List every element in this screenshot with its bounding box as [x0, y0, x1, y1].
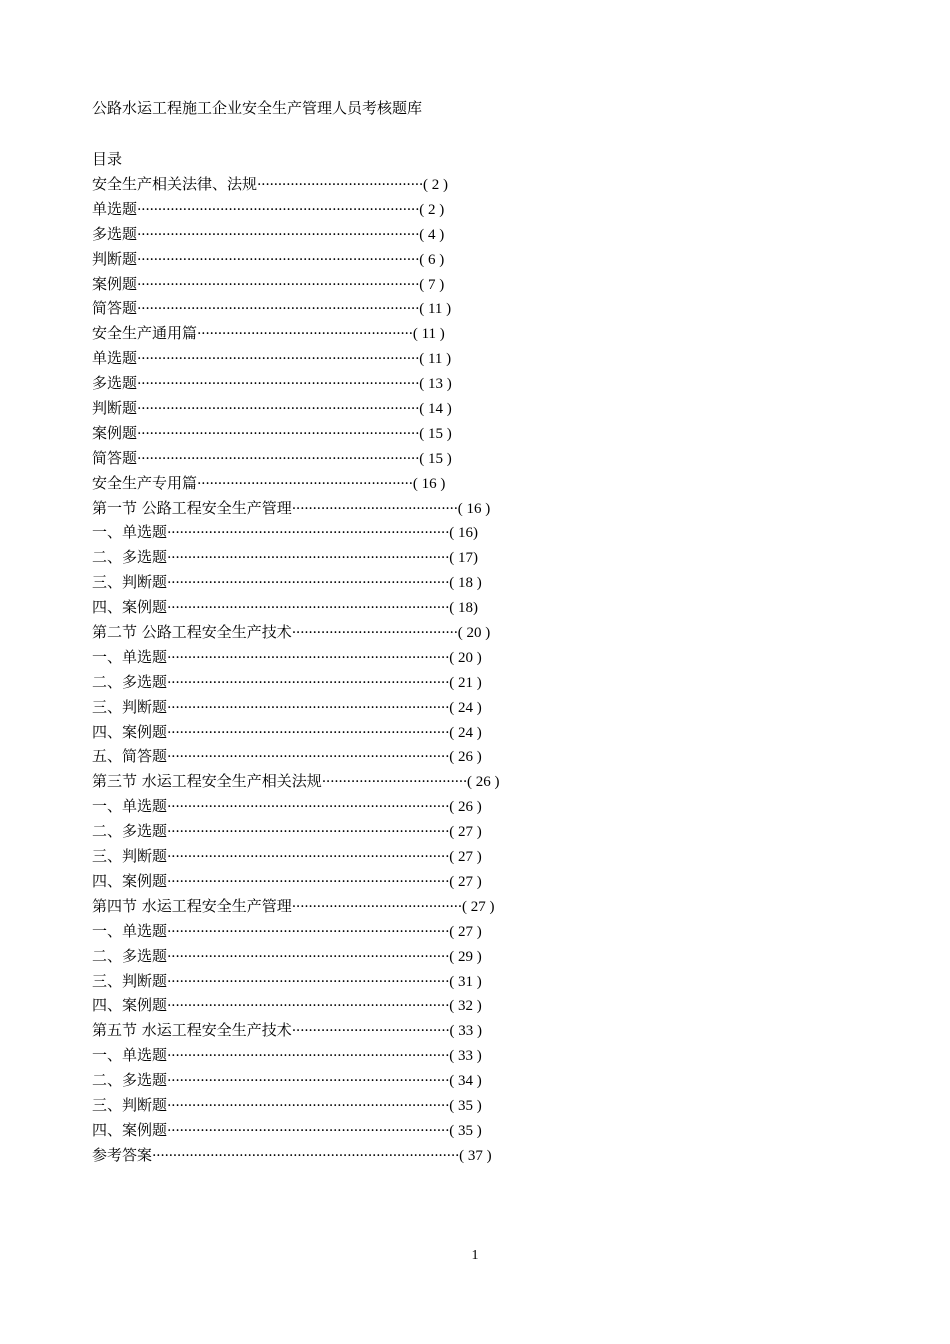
toc-entry-page: ( 15 ) — [419, 450, 452, 467]
toc-entry-label: 一、单选题 — [92, 647, 168, 666]
toc-entry-page: ( 16 ) — [457, 500, 491, 517]
toc-entry-page: ( 16 ) — [412, 475, 446, 492]
toc-leader-dots: ········································ — [291, 625, 458, 642]
toc-entry[interactable] — [92, 198, 500, 223]
toc-leader-dots: ···································································· — [167, 998, 450, 1015]
toc-leader-dots: ···································································· — [137, 425, 420, 442]
toc-entry-page: ( 27 ) — [461, 898, 495, 915]
toc-entry-page: ( 11 ) — [419, 301, 452, 318]
toc-entry-label: 三、判断题 — [92, 697, 168, 716]
toc-entry[interactable] — [92, 1144, 500, 1169]
toc-entry[interactable] — [92, 372, 500, 397]
toc-entry-label: 四、案例题 — [92, 871, 168, 890]
toc-entry[interactable] — [92, 994, 500, 1019]
toc-entry-label: 二、多选题 — [92, 1071, 168, 1090]
toc-leader-dots: ···································································· — [137, 401, 420, 418]
toc-entry[interactable] — [92, 1069, 500, 1094]
toc-entry-page: ( 35 ) — [449, 1122, 482, 1139]
toc-leader-dots: ···································································· — [167, 973, 450, 990]
toc-entry-page: ( 7 ) — [419, 276, 445, 293]
toc-leader-dots: ···································································· — [167, 575, 450, 592]
toc-entry[interactable] — [92, 596, 500, 621]
toc-entry-label: 二、多选题 — [92, 672, 168, 691]
toc-entry[interactable] — [92, 1119, 500, 1144]
toc-leader-dots: ···································································· — [167, 649, 450, 666]
toc-leader-dots: ········································ — [291, 500, 458, 517]
toc-leader-dots: ···································································· — [167, 749, 450, 766]
toc-entry[interactable] — [92, 1044, 500, 1069]
toc-entry-page: ( 13 ) — [419, 376, 452, 393]
toc-entry-label: 二、多选题 — [92, 548, 168, 567]
toc-leader-dots: ·········································································· — [152, 1147, 460, 1164]
toc-entry-label: 第三节 水运工程安全生产相关法规 — [92, 772, 322, 791]
toc-leader-dots: ···································································· — [167, 948, 450, 965]
toc-entry[interactable] — [92, 696, 500, 721]
toc-entry-page: ( 18 ) — [449, 575, 482, 592]
toc-entry-label: 参考答案 — [92, 1145, 153, 1164]
toc-entry-label: 第二节 公路工程安全生产技术 — [92, 623, 292, 642]
toc-entry-label: 案例题 — [92, 423, 138, 442]
toc-entry-page: ( 11 ) — [419, 351, 452, 368]
toc-entry[interactable] — [92, 1019, 500, 1044]
toc-entry[interactable] — [92, 546, 500, 571]
toc-entry-page: ( 34 ) — [449, 1073, 482, 1090]
toc-entry-label: 四、案例题 — [92, 598, 168, 617]
toc-entry[interactable] — [92, 223, 500, 248]
toc-entry-page: ( 33 ) — [449, 1023, 482, 1040]
toc-leader-dots: ···································································· — [167, 849, 450, 866]
toc-leader-dots: ···································································· — [167, 923, 450, 940]
toc-leader-dots: ···································································· — [167, 799, 450, 816]
toc-leader-dots: ···································································· — [167, 699, 450, 716]
toc-entry-page: ( 32 ) — [449, 998, 482, 1015]
toc-entry-page: ( 26 ) — [449, 749, 482, 766]
toc-heading: 目录 — [92, 150, 123, 168]
toc-entry[interactable] — [92, 795, 500, 820]
toc-entry-page: ( 26 ) — [467, 774, 500, 791]
toc-entry-page: ( 4 ) — [419, 226, 445, 243]
toc-entry-label: 三、判断题 — [92, 847, 168, 866]
toc-leader-dots: ···································································· — [167, 1122, 450, 1139]
toc-entry[interactable] — [92, 671, 500, 696]
toc-leader-dots: ···································································· — [167, 1073, 450, 1090]
toc-leader-dots: ···················································· — [197, 326, 413, 343]
toc-entry-label: 三、判断题 — [92, 1095, 168, 1114]
toc-leader-dots: ···································································· — [137, 226, 420, 243]
toc-entry-page: ( 33 ) — [449, 1048, 482, 1065]
toc-entry-label: 二、多选题 — [92, 946, 168, 965]
toc-entry[interactable] — [92, 621, 500, 646]
toc-entry-page: ( 2 ) — [423, 177, 449, 193]
toc-leader-dots: ··································· — [321, 774, 468, 791]
toc-entry-page: ( 14 ) — [419, 401, 452, 418]
toc-entry[interactable] — [92, 895, 500, 920]
toc-leader-dots: ········································ — [257, 177, 424, 193]
toc-entry[interactable] — [92, 745, 500, 770]
toc-entry[interactable] — [92, 646, 500, 671]
toc-leader-dots: ···································································· — [137, 301, 420, 318]
toc-entry-label: 安全生产通用篇 — [92, 324, 198, 343]
toc-entry-page: ( 35 ) — [449, 1097, 482, 1114]
toc-entry[interactable] — [92, 347, 500, 372]
toc-entry-label: 多选题 — [92, 374, 138, 393]
toc-entry[interactable] — [92, 721, 500, 746]
table-of-contents — [92, 173, 500, 1169]
toc-entry-label: 二、多选题 — [92, 822, 168, 841]
toc-leader-dots: ···································································· — [137, 276, 420, 293]
toc-entry-label: 一、单选题 — [92, 797, 168, 816]
toc-leader-dots: ···································································· — [167, 1097, 450, 1114]
toc-entry[interactable] — [92, 472, 500, 497]
toc-leader-dots: ···································································· — [167, 525, 450, 542]
toc-entry-page: ( 20 ) — [457, 625, 491, 642]
toc-entry[interactable] — [92, 422, 500, 447]
toc-entry-label: 案例题 — [92, 274, 138, 293]
toc-leader-dots: ···································································· — [167, 1048, 450, 1065]
toc-leader-dots: ···································································· — [137, 201, 420, 218]
toc-entry-page: ( 20 ) — [449, 649, 482, 666]
toc-entry-page: ( 37 ) — [459, 1147, 492, 1164]
toc-entry-page: ( 27 ) — [449, 849, 482, 866]
toc-leader-dots: ···································································· — [167, 600, 450, 617]
toc-leader-dots: ···································································· — [137, 251, 420, 268]
toc-entry[interactable] — [92, 770, 500, 795]
toc-leader-dots: ···································································· — [167, 724, 450, 741]
toc-entry-label: 三、判断题 — [92, 573, 168, 592]
toc-entry[interactable] — [92, 248, 500, 273]
toc-leader-dots: ···················································· — [197, 475, 413, 492]
toc-entry-label: 判断题 — [92, 249, 138, 268]
toc-entry-label: 第一节 公路工程安全生产管理 — [92, 498, 292, 517]
toc-entry[interactable] — [92, 945, 500, 970]
toc-entry-page: ( 31 ) — [449, 973, 482, 990]
toc-leader-dots: ···································································· — [137, 376, 420, 393]
toc-entry[interactable] — [92, 447, 500, 472]
toc-entry-page: ( 16) — [449, 525, 478, 542]
toc-entry[interactable] — [92, 173, 500, 198]
toc-entry-page: ( 26 ) — [449, 799, 482, 816]
toc-entry[interactable] — [92, 322, 500, 347]
toc-entry-label: 四、案例题 — [92, 996, 168, 1015]
toc-leader-dots: ······································ — [291, 1023, 450, 1040]
toc-entry[interactable] — [92, 273, 500, 298]
toc-entry[interactable] — [92, 521, 500, 546]
toc-leader-dots: ···································································· — [167, 873, 450, 890]
toc-entry[interactable] — [92, 397, 500, 422]
toc-entry-label: 简答题 — [92, 448, 138, 467]
toc-leader-dots: ···································································· — [167, 550, 450, 567]
toc-entry[interactable] — [92, 297, 500, 322]
toc-entry-page: ( 21 ) — [449, 674, 482, 691]
page-number: 1 — [471, 1248, 479, 1263]
toc-entry-page: ( 18) — [449, 600, 478, 617]
toc-entry-label: 多选题 — [92, 224, 138, 243]
toc-leader-dots: ···································································· — [137, 351, 420, 368]
toc-entry-label: 单选题 — [92, 199, 138, 218]
toc-entry-label: 三、判断题 — [92, 971, 168, 990]
toc-entry-label: 安全生产相关法律、法规 — [92, 175, 258, 193]
toc-entry-page: ( 29 ) — [449, 948, 482, 965]
toc-entry-label: 判断题 — [92, 399, 138, 418]
toc-leader-dots: ···································································· — [167, 824, 450, 841]
toc-entry-label: 单选题 — [92, 349, 138, 368]
toc-entry-page: ( 27 ) — [449, 824, 482, 841]
toc-entry-label: 第四节 水运工程安全生产管理 — [92, 896, 292, 915]
toc-entry-label: 一、单选题 — [92, 921, 168, 940]
toc-entry-label: 四、案例题 — [92, 722, 168, 741]
toc-entry-page: ( 11 ) — [412, 326, 445, 343]
toc-entry-label: 第五节 水运工程安全生产技术 — [92, 1021, 292, 1040]
toc-entry-label: 五、简答题 — [92, 747, 168, 766]
toc-leader-dots: ········································· — [291, 898, 462, 915]
toc-entry-page: ( 24 ) — [449, 724, 482, 741]
toc-entry-label: 安全生产专用篇 — [92, 473, 198, 492]
toc-entry-label: 简答题 — [92, 299, 138, 318]
toc-entry[interactable] — [92, 870, 500, 895]
toc-entry[interactable] — [92, 820, 500, 845]
toc-entry-label: 四、案例题 — [92, 1120, 168, 1139]
toc-entry-page: ( 17) — [449, 550, 478, 567]
toc-entry[interactable] — [92, 920, 500, 945]
toc-entry-label: 一、单选题 — [92, 523, 168, 542]
toc-entry-label: 一、单选题 — [92, 1046, 168, 1065]
toc-entry[interactable] — [92, 845, 500, 870]
toc-entry-page: ( 27 ) — [449, 923, 482, 940]
toc-entry-page: ( 6 ) — [419, 251, 445, 268]
toc-entry-page: ( 15 ) — [419, 425, 452, 442]
toc-entry-page: ( 27 ) — [449, 873, 482, 890]
toc-entry[interactable] — [92, 1094, 500, 1119]
toc-entry-page: ( 24 ) — [449, 699, 482, 716]
toc-entry[interactable] — [92, 571, 500, 596]
toc-entry-page: ( 2 ) — [419, 201, 445, 218]
toc-leader-dots: ···································································· — [167, 674, 450, 691]
document-title: 公路水运工程施工企业安全生产管理人员考核题库 — [92, 99, 423, 117]
toc-leader-dots: ···································································· — [137, 450, 420, 467]
toc-entry[interactable] — [92, 497, 500, 522]
toc-entry[interactable] — [92, 970, 500, 995]
